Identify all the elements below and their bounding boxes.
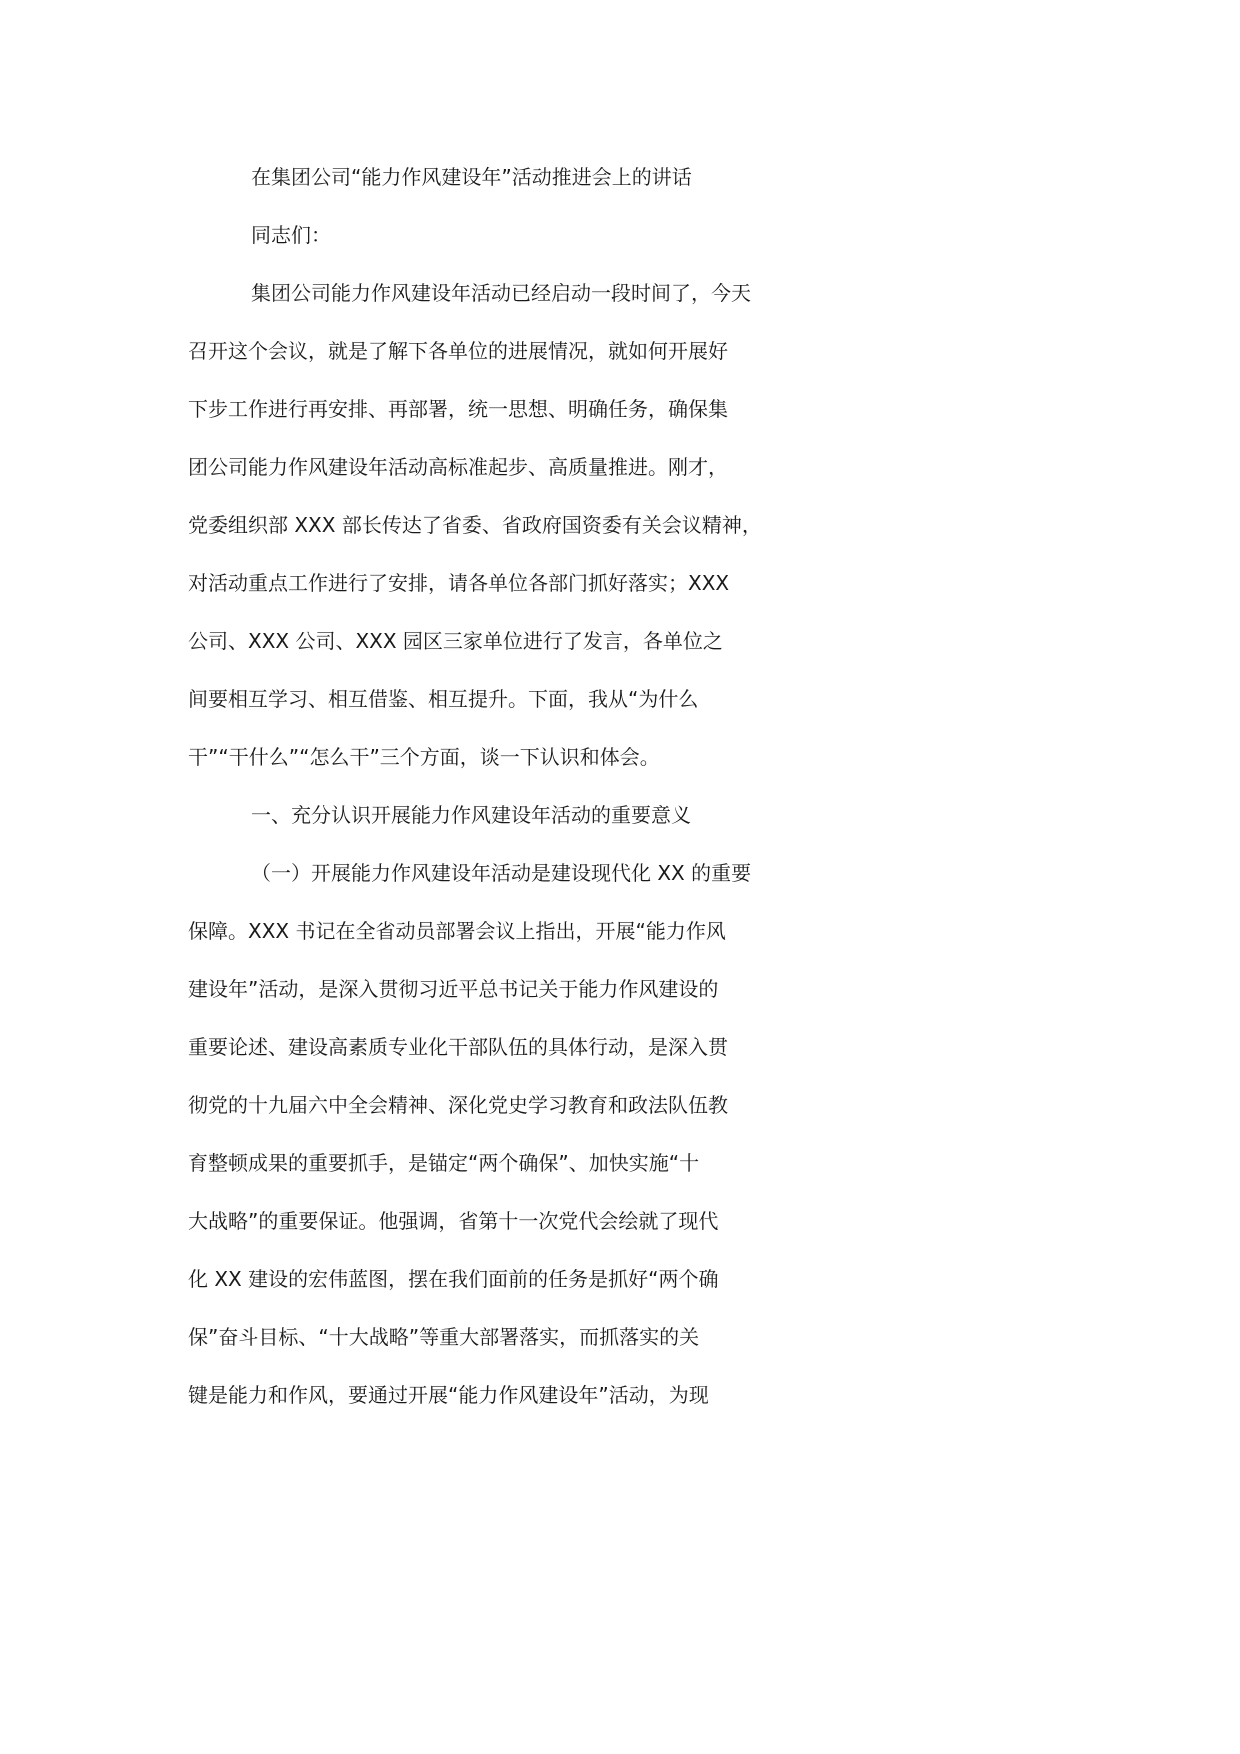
section-heading: 一、充分认识开展能力作风建设年活动的重要意义: [251, 803, 691, 827]
paragraph-line: 召开这个会议，就是了解下各单位的进展情况，就如何开展好: [188, 339, 728, 363]
paragraph-line: 公司、XXX 公司、XXX 园区三家单位进行了发言，各单位之: [188, 629, 723, 653]
paragraph-line: 对活动重点工作进行了安排，请各单位各部门抓好落实；XXX: [188, 571, 730, 595]
paragraph-line: 间要相互学习、相互借鉴、相互提升。下面，我从“为什么: [188, 687, 699, 711]
paragraph-line: 建设年”活动，是深入贯彻习近平总书记关于能力作风建设的: [188, 977, 719, 1001]
paragraph-line: 保障。XXX 书记在全省动员部署会议上指出，开展“能力作风: [188, 919, 726, 943]
paragraph-line: 党委组织部 XXX 部长传达了省委、省政府国资委有关会议精神，: [188, 513, 762, 537]
paragraph-line: 大战略”的重要保证。他强调，省第十一次党代会绘就了现代: [188, 1209, 719, 1233]
paragraph-line: （一）开展能力作风建设年活动是建设现代化 XX 的重要: [251, 861, 752, 885]
paragraph-line: 彻党的十九届六中全会精神、深化党史学习教育和政法队伍教: [188, 1093, 728, 1117]
paragraph-line: 干”“干什么”“怎么干”三个方面，谈一下认识和体会。: [188, 745, 660, 769]
paragraph-line: 集团公司能力作风建设年活动已经启动一段时间了，今天: [251, 281, 751, 305]
paragraph-line: 重要论述、建设高素质专业化干部队伍的具体行动，是深入贯: [188, 1035, 728, 1059]
paragraph-line: 保”奋斗目标、“十大战略”等重大部署落实，而抓落实的关: [188, 1325, 700, 1349]
paragraph-line: 育整顿成果的重要抓手，是锚定“两个确保”、加快实施“十: [188, 1151, 700, 1175]
document-title: 在集团公司“能力作风建设年”活动推进会上的讲话: [251, 165, 692, 189]
paragraph-line: 键是能力和作风，要通过开展“能力作风建设年”活动，为现: [188, 1383, 709, 1407]
salutation: 同志们：: [251, 223, 331, 247]
paragraph-line: 下步工作进行再安排、再部署，统一思想、明确任务，确保集: [188, 397, 728, 421]
paragraph-line: 化 XX 建设的宏伟蓝图，摆在我们面前的任务是抓好“两个确: [188, 1267, 719, 1291]
paragraph-line: 团公司能力作风建设年活动高标准起步、高质量推进。刚才，: [188, 455, 728, 479]
